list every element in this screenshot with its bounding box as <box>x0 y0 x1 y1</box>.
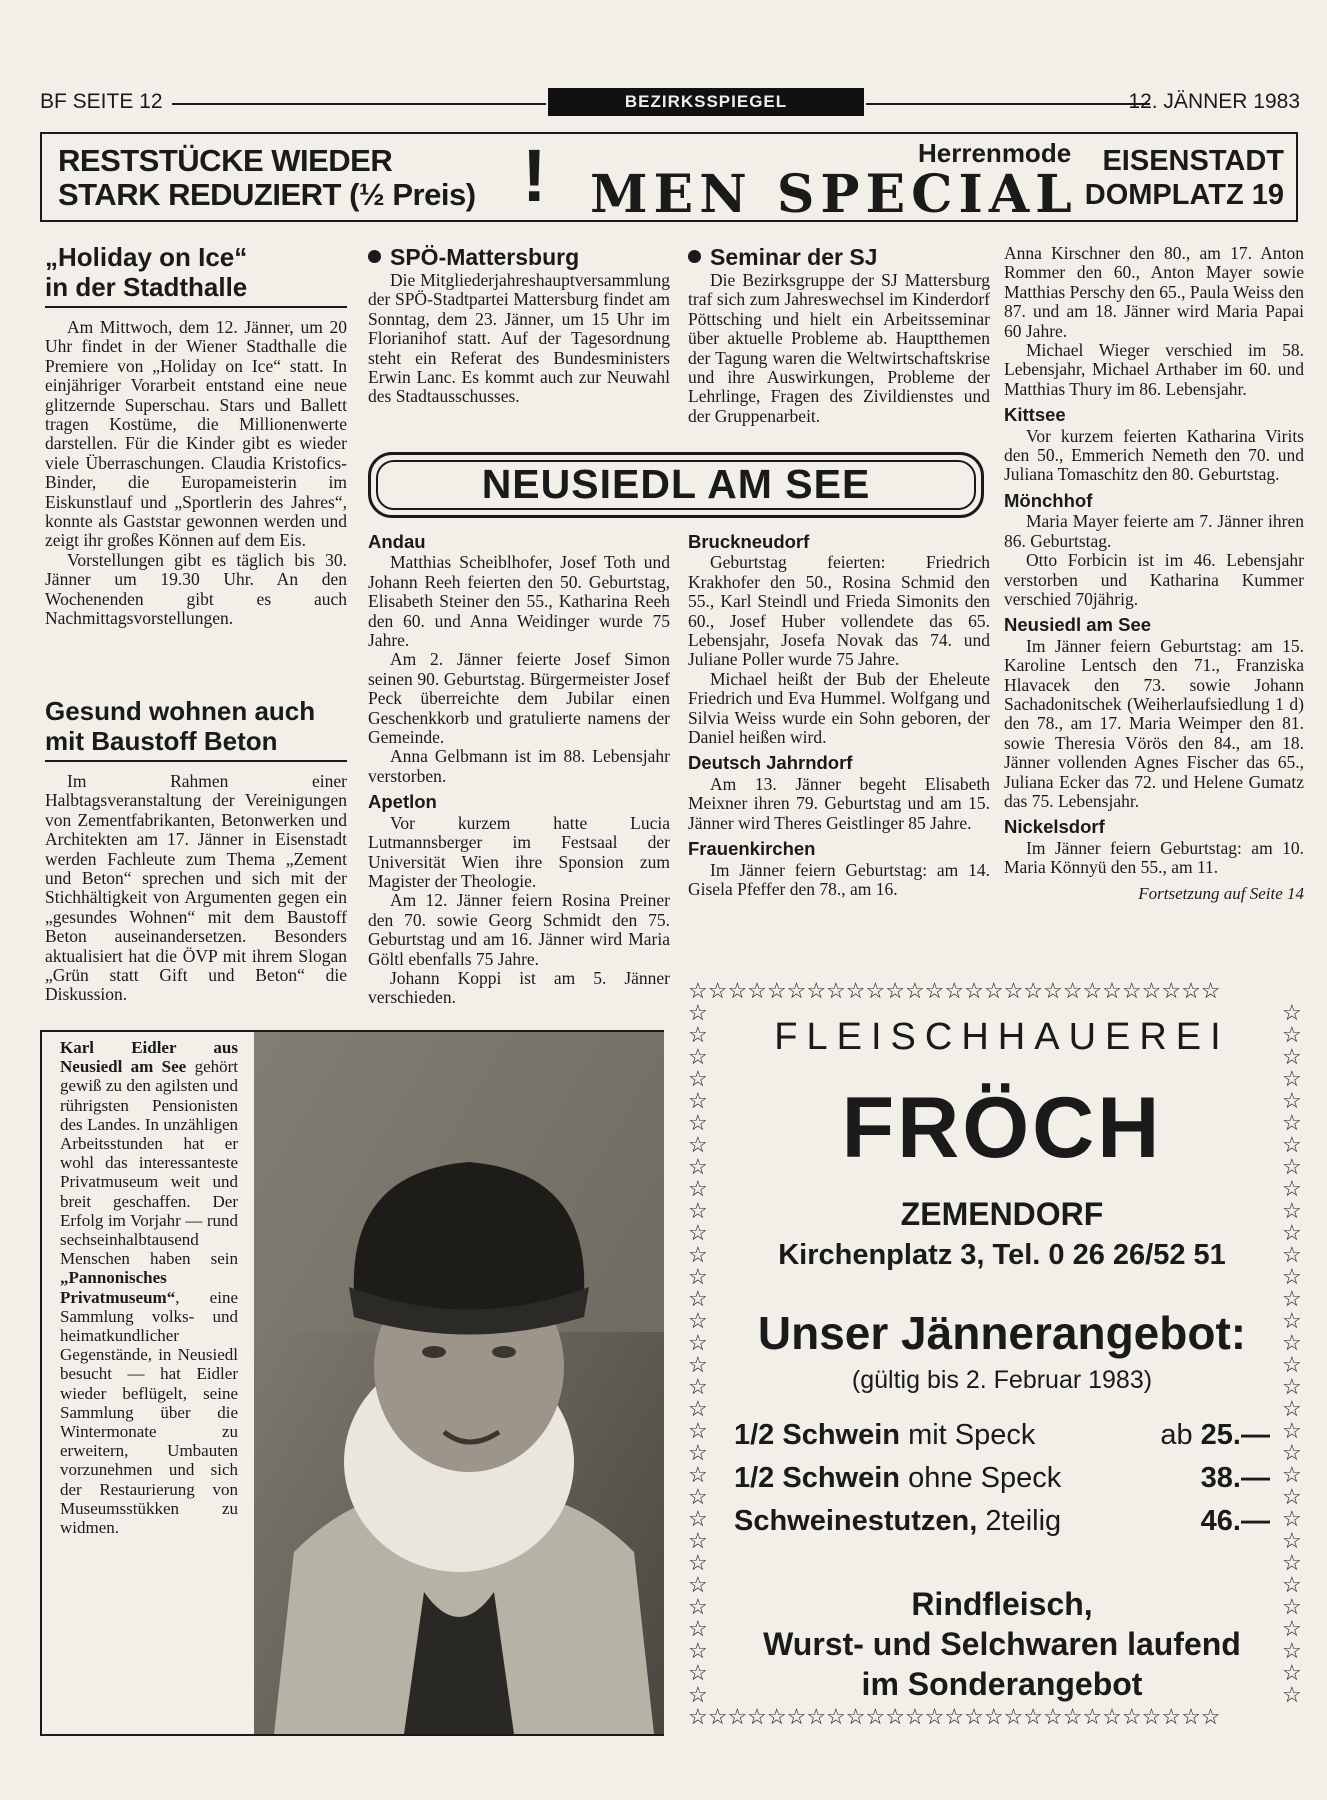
paragraph: Johann Koppi ist am 5. Jänner verschieden. <box>368 967 670 1008</box>
ad-sale-text <box>58 144 476 212</box>
ad-business-type: FLEISCHHAUEREI <box>774 1016 1230 1058</box>
article-title <box>368 244 670 271</box>
local-news-col3 <box>688 526 990 899</box>
paragraph: Am 12. Jänner feiern Rosina Preiner den 70. sowie Georg Schmidt den 75. Geburtstag und am 16. Jänner wird Maria Göltl ebenfalls 75 Jahre. <box>368 890 670 969</box>
caption-museum: „Pannonisches Privatmuseum“ <box>60 1268 176 1307</box>
ad-sale-line1: RESTSTÜCKE WIEDER <box>58 143 393 178</box>
town-heading: Kittsee <box>1004 404 1066 426</box>
star-border-left: ☆☆☆☆☆☆☆☆☆☆☆☆☆☆☆☆☆☆☆☆☆☆☆☆☆☆☆☆☆☆☆☆ <box>688 1000 708 1707</box>
neusiedl-banner: NEUSIEDL AM SEE <box>368 452 984 518</box>
price-amount: 38.— <box>1200 1462 1270 1494</box>
article-title <box>45 242 347 302</box>
paragraph: Im Jänner feiern Geburtstag: am 15. Karoline Lentsch den 71., Franziska Hlavacek den 73. sowie Johann Sachadonitschek (Weiherlaufsiedlung 1 d) den 78., am 17. Maria Weimper den 81. sowie Theresia Vörös den 84., am 18. Jänner vollenden Agnes Fischer das 65., Juliana Ecker das 72. und Helene Gumatz das 75. Lebensjahr. <box>1004 635 1304 811</box>
article-title-line2: in der Stadthalle <box>45 272 248 302</box>
item-name: 1/2 Schwein <box>734 1462 901 1494</box>
paragraph: Am Mittwoch, dem 12. Jänner, um 20 Uhr findet in der Wiener Stadthalle die Premiere von „Holiday on Ice“ statt. In einjähriger Vorarbeit entstand eine neue glitzernde Superschau. Stars und Ballett tragen Kostüme, die Millionenwerte darstellen. Für die Kinder gibt es wieder viele Überraschungen. Claudia Kristofics-Binder, die Europameisterin im Eiskunstlauf und „Sportlerin des Jahres“, konnte als Gaststar gewonnen werden und zeigt ihr großes Können auf dem Eis. <box>45 317 347 551</box>
ad-footer-line: Rindfleisch, <box>911 1586 1093 1622</box>
page-header <box>40 88 1300 116</box>
title-rule <box>45 760 347 762</box>
article-title-text: Seminar der SJ <box>710 244 878 270</box>
paragraph: Vor kurzem feierten Katharina Virits den 50., Emmerich Nemeth den 70. und Juliana Tomaschitz den 80. Geburtstag. <box>1004 425 1304 485</box>
article-title-text: SPÖ-Mattersburg <box>390 244 580 270</box>
paragraph: Im Jänner feiern Geburtstag: am 10. Maria Könnyü den 55., am 11. <box>1004 837 1304 878</box>
ad-footer <box>732 1584 1272 1704</box>
paragraph: Am 13. Jänner begeht Elisabeth Meixner ihren 79. Geburtstag und am 15. Jänner wird Theres Geistlinger 85 Jahre. <box>688 773 990 833</box>
item-detail: ohne Speck <box>900 1462 1062 1494</box>
price-row <box>732 1505 1272 1538</box>
paragraph: Im Jänner feiern Geburtstag: am 14. Gisela Pfeffer den 78., am 16. <box>688 859 990 899</box>
star-border-bottom: ☆☆☆☆☆☆☆☆☆☆☆☆☆☆☆☆☆☆☆☆☆☆☆☆☆☆☆ <box>688 1704 1221 1729</box>
article-title-line1: „Holiday on Ice“ <box>45 242 248 272</box>
photo-feature <box>40 1030 664 1736</box>
photo-caption <box>60 1038 238 1537</box>
ad-street: DOMPLATZ 19 <box>1084 179 1284 211</box>
ad-validity: (gültig bis 2. Februar 1983) <box>851 1366 1153 1394</box>
paragraph: Die Bezirksgruppe der SJ Mattersburg traf sich zum Jahreswechsel im Kinderdorf Pöttsching und hielt ein Arbeitsseminar über aktuelle Probleme ab. Hauptthemen der Tagung waren die Weltwirtschaftskrise und ihre Auswirkungen, Probleme der Lehrlinge, Fragen des Zivildienstes und der Gruppenarbeit. <box>688 270 990 426</box>
page-number: BF SEITE 12 <box>40 90 163 113</box>
header-rule-right <box>866 103 1150 105</box>
header-rule-left <box>172 103 546 105</box>
local-news-col2 <box>368 526 670 1008</box>
caption-text: , eine Sammlung volks- und heimatkundlicher Gegenstände, in Neusiedl besucht — hat Eidler wieder beflügelt, seine Sammlung über die Wintermonate zu erweitern, Umbauten vorzunehmen und sich der Restaurierung von Museumsstükken zu widmen. <box>60 1287 238 1538</box>
paragraph: Geburtstag feierten: Friedrich Krakhofer den 50., Rosina Schmid den 55., Karl Steindl und Frieda Simonits den 60., Josef Huber vollendete das 65. Lebensjahr, Josefa Novak das 74. und Juliane Poller wurde 75 Jahre. <box>688 552 990 670</box>
article-body <box>45 318 347 629</box>
paragraph: Die Mitgliederjahreshauptversammlung der SPÖ-Stadtpartei Mattersburg findet am Sonntag, dem 23. Jänner, um 15 Uhr im Florianihof statt. Auf der Tagesordnung steht ein Referat des Bundesministers Erwin Lanc. Es kommt auch zur Neuwahl des Stadtausschusses. <box>368 270 670 407</box>
article-title-line1: Gesund wohnen auch <box>45 696 316 726</box>
town-heading: Nickelsdorf <box>1004 816 1105 838</box>
paragraph: Anna Gelbmann ist im 88. Lebensjahr verstorben. <box>368 746 670 786</box>
price-item <box>734 1505 1061 1538</box>
article-body <box>688 271 990 426</box>
price-row <box>732 1419 1272 1452</box>
title-rule <box>45 306 347 308</box>
local-news-col4 <box>1004 244 1304 903</box>
paragraph: Maria Mayer feierte am 7. Jänner ihren 86. Geburtstag. <box>1004 511 1304 551</box>
item-name: 1/2 Schwein <box>734 1419 901 1451</box>
section-badge: BEZIRKSSPIEGEL <box>548 88 864 116</box>
paragraph: Am 2. Jänner feierte Josef Simon seinen 90. Geburtstag. Bürgermeister Josef Peck überreichte dem Jubilar einen Geschenkkorb und gratulierte namens der Gemeinde. <box>368 649 670 748</box>
portrait-photo <box>254 1032 664 1734</box>
item-name: Schweinestutzen, <box>734 1505 978 1537</box>
paragraph: Matthias Scheiblhofer, Josef Toth und Johann Reeh feierten den 50. Geburtstag, Elisabeth Steiner den 55., Katharina Reeh den 60. und Anna Weidinger wurde 75 Jahre. <box>368 552 670 651</box>
item-detail: 2teilig <box>977 1505 1062 1537</box>
ad-address: Kirchenplatz 3, Tel. 0 26 26/52 51 <box>778 1239 1226 1271</box>
price-amount: 46.— <box>1200 1505 1270 1537</box>
ad-exclamation: ! <box>522 134 547 217</box>
town-heading: Mönchhof <box>1004 489 1093 511</box>
article-beton <box>45 696 347 1005</box>
price-row <box>732 1462 1272 1495</box>
item-detail: mit Speck <box>900 1419 1036 1451</box>
ad-brand-logo: MEN SPECIAL <box>590 164 1078 225</box>
ad-herrenmode: Herrenmode <box>918 138 1072 168</box>
paragraph: Michael Wieger verschied im 58. Lebensjahr, Michael Arthaber im 60. und Matthias Thury im 86. Lebensjahr. <box>1004 340 1304 399</box>
ad-sale-line2: STARK REDUZIERT (½ Preis) <box>58 177 476 212</box>
froech-ad <box>688 980 1306 1732</box>
herrenmode-ad <box>40 132 1298 225</box>
ad-business-name: FRÖCH <box>841 1080 1163 1176</box>
ad-town: ZEMENDORF <box>900 1196 1104 1232</box>
bullet-icon <box>368 250 381 263</box>
town-heading: Bruckneudorf <box>688 531 810 552</box>
star-border-top: ☆☆☆☆☆☆☆☆☆☆☆☆☆☆☆☆☆☆☆☆☆☆☆☆☆☆☆ <box>688 978 1221 1003</box>
star-border-right: ☆☆☆☆☆☆☆☆☆☆☆☆☆☆☆☆☆☆☆☆☆☆☆☆☆☆☆☆☆☆☆☆ <box>1282 1000 1302 1707</box>
price-value <box>1201 1462 1270 1495</box>
town-heading: Deutsch Jahrndorf <box>688 752 853 774</box>
ad-price-list <box>732 1419 1272 1538</box>
town-heading: Andau <box>368 531 426 552</box>
town-heading: Frauenkirchen <box>688 838 816 860</box>
continuation-note: Fortsetzung auf Seite 14 <box>1138 883 1304 903</box>
paragraph: Vor kurzem hatte Lucia Lutmannsberger im Festsaal der Universität Wien ihre Sponsion zum Magister der Theologie. <box>368 812 670 891</box>
price-amount: 25.— <box>1200 1419 1270 1451</box>
article-title <box>45 696 347 756</box>
price-prefix: ab <box>1160 1419 1201 1451</box>
article-title-line2: mit Baustoff Beton <box>45 726 278 756</box>
caption-text: gehört gewiß zu den agilsten und rührigsten Pensionisten des Landes. In unzähligen Arbeitsstunden hat er wohl das interessanteste Privatmuseum weit und breit geschaffen. Der Erfolg im Vorjahr — rund sechseinhalbtausend Menschen haben sein <box>60 1057 239 1269</box>
price-item <box>734 1462 1061 1495</box>
paragraph: Anna Kirschner den 80., am 17. Anton Rommer den 60., Anton Mayer sowie Matthias Perschy den 65., Paula Weiss den 87. und am 18. Jänner wird Maria Papai 60 Jahre. <box>1004 243 1304 341</box>
price-value <box>1160 1419 1270 1452</box>
article-title <box>688 244 990 271</box>
bullet-icon <box>688 250 701 263</box>
ad-city: EISENSTADT <box>1102 145 1284 177</box>
issue-date: 12. JÄNNER 1983 <box>1128 90 1300 113</box>
town-heading: Apetlon <box>368 791 437 813</box>
portrait-illustration <box>254 1032 664 1734</box>
price-value <box>1201 1505 1270 1538</box>
article-body <box>368 271 670 407</box>
paragraph: Otto Forbicin ist im 46. Lebensjahr verstorben und Katharina Kummer verschied 70jährig. <box>1004 550 1304 609</box>
ad-address <box>1085 144 1284 212</box>
article-spo-mattersburg <box>368 244 670 407</box>
paragraph: Vorstellungen gibt es täglich bis 30. Jänner um 19.30 Uhr. An den Wochenenden gibt es auch Nachmittagsvorstellungen. <box>45 549 347 629</box>
price-item <box>734 1419 1035 1452</box>
paragraph: Michael heißt der Bub der Eheleute Friedrich und Eva Hummel. Wolfgang und Silvia Weiss wurde ein Sohn geboren, der Daniel heißen wird. <box>688 668 990 748</box>
ad-offer-title: Unser Jännerangebot: <box>757 1307 1247 1359</box>
ad-footer-line: im Sonderangebot <box>861 1666 1143 1702</box>
paragraph: Im Rahmen einer Halbtagsveranstaltung der Vereinigungen von Zementfabrikanten, Betonwerken und Architekten am 17. Jänner in Eisenstadt werden Fachleute zum Thema „Zement und Beton“ sprechen und sich mit der Stichhältigkeit von Argumenten gegen ein „gesundes Wohnen“ mit dem Baustoff Beton auseinandersetzen. Besonders aktualisiert hat die ÖVP mit ihrem Slogan „Grün statt Gift und Beton“ die Diskussion. <box>45 771 347 1005</box>
caption-name: Karl Eidler aus Neusiedl am See <box>60 1038 238 1077</box>
town-heading: Neusiedl am See <box>1004 614 1152 636</box>
ad-content <box>732 1016 1272 1702</box>
article-body <box>45 772 347 1005</box>
ad-footer-line: Wurst- und Selchwaren laufend <box>763 1626 1241 1662</box>
article-holiday-on-ice <box>45 242 347 629</box>
article-seminar-sj <box>688 244 990 426</box>
